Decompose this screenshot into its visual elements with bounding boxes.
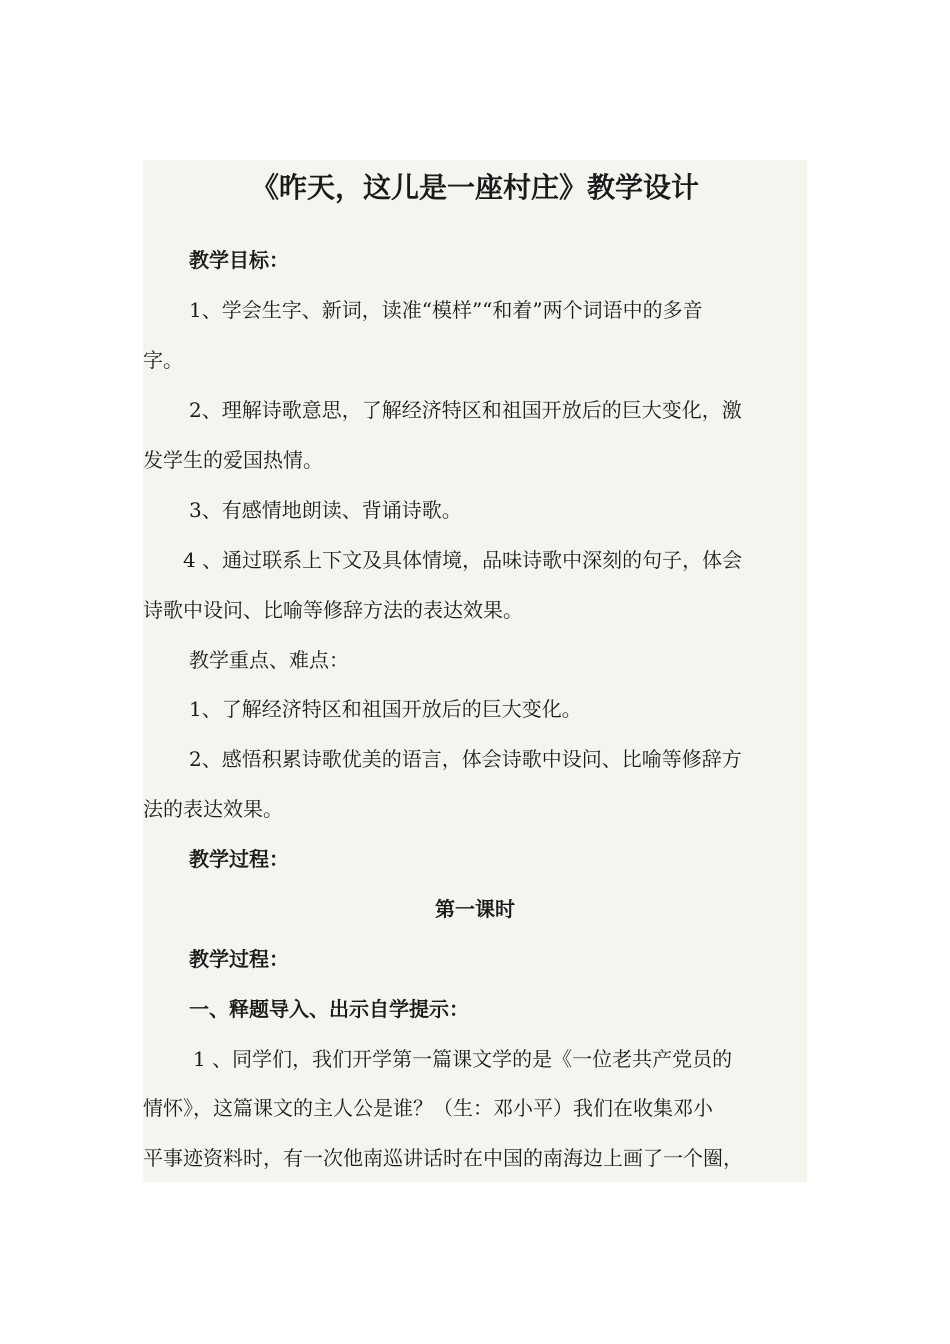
key-point-2-line-2: 法的表达效果。 xyxy=(143,797,283,821)
goal-2-line-2: 发学生的爱国热情。 xyxy=(143,448,323,472)
goal-1-line-2: 字。 xyxy=(143,348,183,372)
goal-2-line-1: 2、理解诗歌意思，了解经济特区和祖国开放后的巨大变化，激 xyxy=(189,398,742,422)
key-point-2-line-1: 2、感悟积累诗歌优美的语言，体会诗歌中设问、比喻等修辞方 xyxy=(189,747,742,771)
process-heading-2: 教学过程： xyxy=(189,947,289,971)
key-point-1: 1、了解经济特区和祖国开放后的巨大变化。 xyxy=(189,697,582,721)
paragraph-1-line-3: 平事迹资料时，有一次他南巡讲话时在中国的南海边上画了一个圈， xyxy=(143,1146,743,1170)
goal-4-line-1: 4 、通过联系上下文及具体情境，品味诗歌中深刻的句子，体会 xyxy=(183,548,743,572)
goals-heading: 教学目标： xyxy=(189,248,289,272)
document-title: 《昨天，这儿是一座村庄》教学设计 xyxy=(250,171,699,204)
section-1-heading: 一、释题导入、出示自学提示： xyxy=(189,997,469,1021)
process-heading-1: 教学过程： xyxy=(189,847,289,871)
goal-1-line-1: 1、学会生字、新词，读准“模样”“和着”两个词语中的多音 xyxy=(189,298,703,322)
lesson-heading: 第一课时 xyxy=(435,897,515,921)
document-page xyxy=(143,160,807,1182)
paragraph-1-line-2: 情怀》，这篇课文的主人公是谁？（生：邓小平）我们在收集邓小 xyxy=(143,1096,713,1120)
goal-3: 3、有感情地朗读、背诵诗歌。 xyxy=(189,498,462,522)
paragraph-1-line-1: 1 、同学们，我们开学第一篇课文学的是《一位老共产党员的 xyxy=(193,1047,733,1071)
key-points-heading: 教学重点、难点： xyxy=(189,648,349,672)
goal-4-line-2: 诗歌中设问、比喻等修辞方法的表达效果。 xyxy=(143,598,523,622)
